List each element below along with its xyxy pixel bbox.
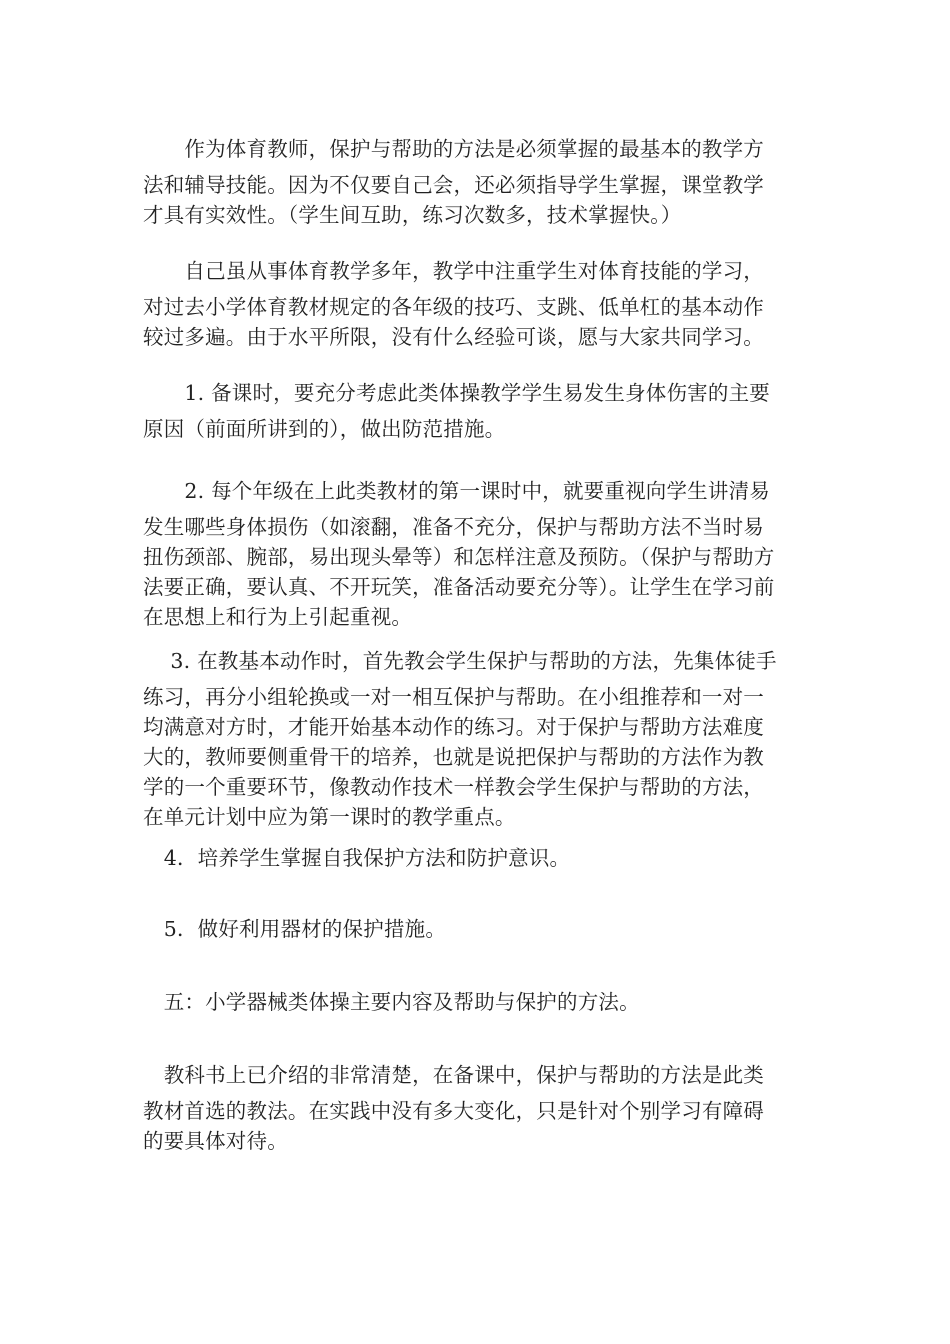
paragraph-intro-1 bbox=[143, 134, 813, 230]
text-line: 才具有实效性。（学生间互助，练习次数多，技术掌握快。） bbox=[143, 203, 682, 227]
paragraph-item-5 bbox=[143, 914, 813, 944]
text-line: 3. 在教基本动作时，首先教会学生保护与帮助的方法，先集体徒手 bbox=[143, 649, 777, 673]
text-line: 较过多遍。由于水平所限，没有什么经验可谈，愿与大家共同学习。 bbox=[143, 325, 764, 349]
text-line: 均满意对方时，才能开始基本动作的练习。对于保护与帮助方法难度 bbox=[143, 715, 764, 739]
text-line: 教科书上已介绍的非常清楚，在备课中，保护与帮助的方法是此类 bbox=[143, 1063, 764, 1087]
text-line: 法要正确，要认真、不开玩笑，准备活动要充分等）。让学生在学习前 bbox=[143, 575, 775, 599]
paragraph-item-3 bbox=[143, 646, 813, 832]
text-line: 法和辅导技能。因为不仅要自己会，还必须指导学生掌握，课堂教学 bbox=[143, 173, 764, 197]
text-line: 自己虽从事体育教学多年，教学中注重学生对体育技能的学习， bbox=[143, 259, 764, 283]
text-line: 五：小学器械类体操主要内容及帮助与保护的方法。 bbox=[143, 990, 640, 1014]
text-line: 扭伤颈部、腕部，易出现头晕等）和怎样注意及预防。（保护与帮助方 bbox=[143, 545, 775, 569]
section-heading-5 bbox=[143, 987, 813, 1017]
text-line: 5．做好利用器材的保护措施。 bbox=[143, 917, 447, 941]
paragraph-closing bbox=[143, 1060, 813, 1156]
text-line: 作为体育教师，保护与帮助的方法是必须掌握的最基本的教学方 bbox=[143, 137, 764, 161]
text-line: 在思想上和行为上引起重视。 bbox=[143, 605, 413, 629]
text-line: 2. 每个年级在上此类教材的第一课时中，就要重视向学生讲清易 bbox=[143, 479, 770, 503]
paragraph-intro-2 bbox=[143, 256, 813, 352]
paragraph-item-1 bbox=[143, 378, 813, 444]
text-line: 的要具体对待。 bbox=[143, 1129, 288, 1153]
text-line: 学的一个重要环节，像教动作技术一样教会学生保护与帮助的方法， bbox=[143, 775, 764, 799]
text-line: 1. 备课时，要充分考虑此类体操教学学生易发生身体伤害的主要 bbox=[143, 381, 770, 405]
paragraph-item-2 bbox=[143, 476, 813, 632]
text-line: 在单元计划中应为第一课时的教学重点。 bbox=[143, 805, 516, 829]
text-line: 大的，教师要侧重骨干的培养，也就是说把保护与帮助的方法作为教 bbox=[143, 745, 764, 769]
text-line: 教材首选的教法。在实践中没有多大变化，只是针对个别学习有障碍 bbox=[143, 1099, 764, 1123]
paragraph-item-4 bbox=[143, 843, 813, 873]
text-line: 练习，再分小组轮换或一对一相互保护与帮助。在小组推荐和一对一 bbox=[143, 685, 764, 709]
text-line: 发生哪些身体损伤（如滚翻，准备不充分，保护与帮助方法不当时易 bbox=[143, 515, 764, 539]
text-line: 4．培养学生掌握自我保护方法和防护意识。 bbox=[143, 846, 571, 870]
text-line: 原因（前面所讲到的），做出防范措施。 bbox=[143, 417, 506, 441]
text-line: 对过去小学体育教材规定的各年级的技巧、支跳、低单杠的基本动作 bbox=[143, 295, 764, 319]
